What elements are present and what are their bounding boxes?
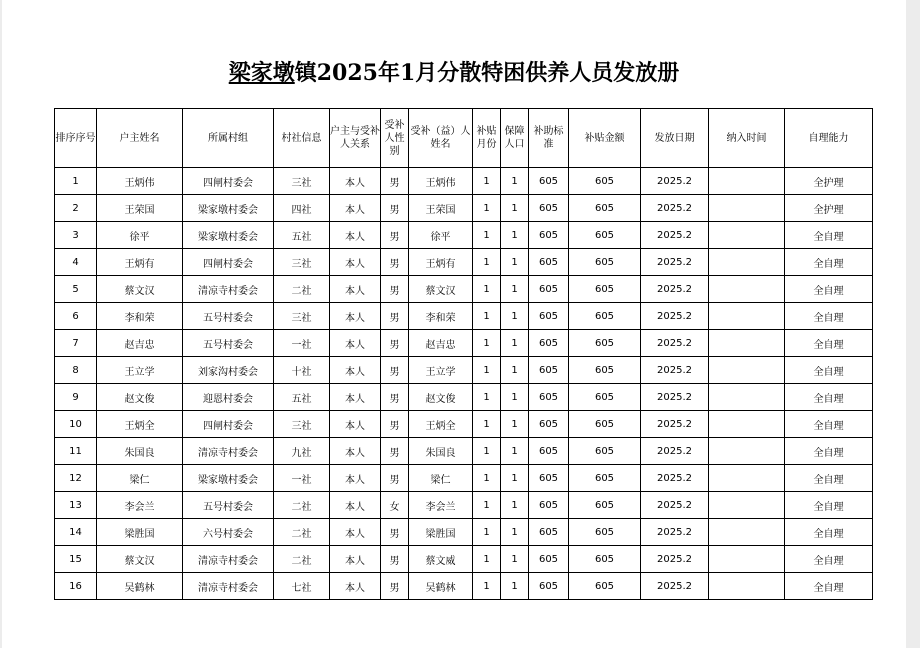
- col-header: 补助标准: [529, 109, 569, 168]
- relationship-cell: 本人: [330, 330, 381, 357]
- community-info-cell: 一社: [274, 465, 330, 492]
- subsidy-amount-cell: 605: [569, 573, 641, 600]
- table-row: [55, 357, 873, 384]
- relationship-cell: 本人: [330, 519, 381, 546]
- subsidy-amount-cell: 605: [569, 438, 641, 465]
- community-info-cell: 三社: [274, 249, 330, 276]
- recipient-name-cell: 蔡文威: [409, 546, 473, 573]
- village-group-cell: 梁家墩村委会: [183, 465, 274, 492]
- household-head-name-cell: 梁胜国: [97, 519, 183, 546]
- row-number-cell: 16: [55, 573, 97, 600]
- community-info-cell: 二社: [274, 276, 330, 303]
- self-care-ability-cell: 全自理: [785, 411, 873, 438]
- recipient-name-cell: 吴鹤林: [409, 573, 473, 600]
- self-care-ability-cell: 全自理: [785, 357, 873, 384]
- row-number-cell: 3: [55, 222, 97, 249]
- household-head-name-cell: 王立学: [97, 357, 183, 384]
- recipient-gender-cell: 男: [381, 384, 409, 411]
- community-info-cell: 七社: [274, 573, 330, 600]
- community-info-cell: 二社: [274, 492, 330, 519]
- covered-population-cell: 1: [501, 195, 529, 222]
- household-head-name-cell: 蔡文汉: [97, 546, 183, 573]
- covered-population-cell: 1: [501, 546, 529, 573]
- inclusion-time-cell: [709, 222, 785, 249]
- subsidy-standard-cell: 605: [529, 438, 569, 465]
- inclusion-time-cell: [709, 384, 785, 411]
- village-group-cell: 四闸村委会: [183, 249, 274, 276]
- self-care-ability-cell: 全自理: [785, 438, 873, 465]
- recipient-gender-cell: 男: [381, 168, 409, 195]
- community-info-cell: 二社: [274, 546, 330, 573]
- recipient-gender-cell: 男: [381, 303, 409, 330]
- recipient-gender-cell: 男: [381, 411, 409, 438]
- table-row: [55, 465, 873, 492]
- self-care-ability-cell: 全自理: [785, 222, 873, 249]
- table-row: [55, 492, 873, 519]
- row-number-cell: 12: [55, 465, 97, 492]
- recipient-name-cell: 王炳伟: [409, 168, 473, 195]
- title-town: 梁家墩: [228, 60, 295, 86]
- subsidy-standard-cell: 605: [529, 384, 569, 411]
- subsidy-months-cell: 1: [473, 465, 501, 492]
- village-group-cell: 清凉寺村委会: [183, 276, 274, 303]
- table-row: [55, 249, 873, 276]
- subsidy-amount-cell: 605: [569, 303, 641, 330]
- village-group-cell: 四闸村委会: [183, 411, 274, 438]
- subsidy-standard-cell: 605: [529, 330, 569, 357]
- recipient-gender-cell: 女: [381, 492, 409, 519]
- household-head-name-cell: 赵吉忠: [97, 330, 183, 357]
- subsidy-months-cell: 1: [473, 249, 501, 276]
- household-head-name-cell: 赵文俊: [97, 384, 183, 411]
- issue-date-cell: 2025.2: [641, 465, 709, 492]
- row-number-cell: 14: [55, 519, 97, 546]
- recipient-name-cell: 赵文俊: [409, 384, 473, 411]
- table-row: [55, 276, 873, 303]
- col-header: 保障人口: [501, 109, 529, 168]
- recipient-name-cell: 徐平: [409, 222, 473, 249]
- row-number-cell: 10: [55, 411, 97, 438]
- self-care-ability-cell: 全自理: [785, 519, 873, 546]
- col-header: 村社信息: [274, 109, 330, 168]
- issue-date-cell: 2025.2: [641, 492, 709, 519]
- inclusion-time-cell: [709, 411, 785, 438]
- recipient-name-cell: 赵吉忠: [409, 330, 473, 357]
- village-group-cell: 刘家沟村委会: [183, 357, 274, 384]
- issue-date-cell: 2025.2: [641, 249, 709, 276]
- covered-population-cell: 1: [501, 330, 529, 357]
- row-number-cell: 11: [55, 438, 97, 465]
- village-group-cell: 梁家墩村委会: [183, 222, 274, 249]
- subsidy-standard-cell: 605: [529, 546, 569, 573]
- table-row: [55, 330, 873, 357]
- subsidy-months-cell: 1: [473, 168, 501, 195]
- recipient-gender-cell: 男: [381, 276, 409, 303]
- recipient-name-cell: 王立学: [409, 357, 473, 384]
- subsidy-standard-cell: 605: [529, 465, 569, 492]
- relationship-cell: 本人: [330, 168, 381, 195]
- col-header: 补贴金额: [569, 109, 641, 168]
- row-number-cell: 2: [55, 195, 97, 222]
- relationship-cell: 本人: [330, 465, 381, 492]
- subsidy-standard-cell: 605: [529, 168, 569, 195]
- inclusion-time-cell: [709, 573, 785, 600]
- subsidy-amount-cell: 605: [569, 546, 641, 573]
- col-header: 户主与受补人关系: [330, 109, 381, 168]
- relationship-cell: 本人: [330, 384, 381, 411]
- row-number-cell: 9: [55, 384, 97, 411]
- relationship-cell: 本人: [330, 303, 381, 330]
- col-header: 自理能力: [785, 109, 873, 168]
- community-info-cell: 三社: [274, 303, 330, 330]
- village-group-cell: 迎恩村委会: [183, 384, 274, 411]
- subsidy-amount-cell: 605: [569, 222, 641, 249]
- covered-population-cell: 1: [501, 276, 529, 303]
- self-care-ability-cell: 全自理: [785, 276, 873, 303]
- recipient-gender-cell: 男: [381, 330, 409, 357]
- household-head-name-cell: 王炳伟: [97, 168, 183, 195]
- subsidy-standard-cell: 605: [529, 249, 569, 276]
- relationship-cell: 本人: [330, 492, 381, 519]
- issue-date-cell: 2025.2: [641, 438, 709, 465]
- subsidy-amount-cell: 605: [569, 168, 641, 195]
- table-body: [55, 168, 873, 600]
- recipient-gender-cell: 男: [381, 546, 409, 573]
- recipient-gender-cell: 男: [381, 249, 409, 276]
- household-head-name-cell: 王炳有: [97, 249, 183, 276]
- page-title: [2, 56, 906, 87]
- covered-population-cell: 1: [501, 357, 529, 384]
- village-group-cell: 四闸村委会: [183, 168, 274, 195]
- community-info-cell: 三社: [274, 411, 330, 438]
- community-info-cell: 二社: [274, 519, 330, 546]
- recipient-name-cell: 蔡文汉: [409, 276, 473, 303]
- self-care-ability-cell: 全自理: [785, 384, 873, 411]
- recipient-name-cell: 王荣国: [409, 195, 473, 222]
- self-care-ability-cell: 全自理: [785, 249, 873, 276]
- subsidy-standard-cell: 605: [529, 222, 569, 249]
- table-row: [55, 195, 873, 222]
- table-row: [55, 303, 873, 330]
- village-group-cell: 清凉寺村委会: [183, 438, 274, 465]
- document-page: [2, 0, 906, 648]
- covered-population-cell: 1: [501, 438, 529, 465]
- recipient-name-cell: 梁仁: [409, 465, 473, 492]
- recipient-gender-cell: 男: [381, 222, 409, 249]
- issue-date-cell: 2025.2: [641, 330, 709, 357]
- relationship-cell: 本人: [330, 411, 381, 438]
- subsidy-amount-cell: 605: [569, 249, 641, 276]
- self-care-ability-cell: 全自理: [785, 330, 873, 357]
- subsidy-standard-cell: 605: [529, 573, 569, 600]
- village-group-cell: 五号村委会: [183, 492, 274, 519]
- household-head-name-cell: 梁仁: [97, 465, 183, 492]
- subsidy-months-cell: 1: [473, 411, 501, 438]
- relationship-cell: 本人: [330, 249, 381, 276]
- recipient-gender-cell: 男: [381, 195, 409, 222]
- subsidy-standard-cell: 605: [529, 303, 569, 330]
- title-text: 镇2025年1月分散特困供养人员发放册: [294, 60, 680, 86]
- row-number-cell: 5: [55, 276, 97, 303]
- recipient-gender-cell: 男: [381, 438, 409, 465]
- inclusion-time-cell: [709, 519, 785, 546]
- recipient-gender-cell: 男: [381, 357, 409, 384]
- inclusion-time-cell: [709, 303, 785, 330]
- self-care-ability-cell: 全自理: [785, 465, 873, 492]
- subsidy-amount-cell: 605: [569, 384, 641, 411]
- recipient-name-cell: 李会兰: [409, 492, 473, 519]
- household-head-name-cell: 蔡文汉: [97, 276, 183, 303]
- row-number-cell: 7: [55, 330, 97, 357]
- household-head-name-cell: 吴鹤林: [97, 573, 183, 600]
- relationship-cell: 本人: [330, 222, 381, 249]
- subsidy-amount-cell: 605: [569, 357, 641, 384]
- covered-population-cell: 1: [501, 222, 529, 249]
- self-care-ability-cell: 全自理: [785, 546, 873, 573]
- household-head-name-cell: 李会兰: [97, 492, 183, 519]
- inclusion-time-cell: [709, 276, 785, 303]
- col-header: 补贴月份: [473, 109, 501, 168]
- village-group-cell: 清凉寺村委会: [183, 573, 274, 600]
- subsidy-months-cell: 1: [473, 492, 501, 519]
- relationship-cell: 本人: [330, 438, 381, 465]
- subsidy-months-cell: 1: [473, 357, 501, 384]
- col-header: 所属村组: [183, 109, 274, 168]
- subsidy-standard-cell: 605: [529, 492, 569, 519]
- relationship-cell: 本人: [330, 195, 381, 222]
- col-header: 受补（益）人姓名: [409, 109, 473, 168]
- recipient-gender-cell: 男: [381, 573, 409, 600]
- self-care-ability-cell: 全自理: [785, 303, 873, 330]
- issue-date-cell: 2025.2: [641, 573, 709, 600]
- subsidy-standard-cell: 605: [529, 519, 569, 546]
- inclusion-time-cell: [709, 546, 785, 573]
- inclusion-time-cell: [709, 357, 785, 384]
- col-header: 户主姓名: [97, 109, 183, 168]
- issue-date-cell: 2025.2: [641, 546, 709, 573]
- recipient-gender-cell: 男: [381, 519, 409, 546]
- subsidy-amount-cell: 605: [569, 330, 641, 357]
- table-row: [55, 438, 873, 465]
- distribution-table: [54, 108, 873, 600]
- covered-population-cell: 1: [501, 168, 529, 195]
- community-info-cell: 三社: [274, 168, 330, 195]
- subsidy-months-cell: 1: [473, 438, 501, 465]
- recipient-name-cell: 王炳全: [409, 411, 473, 438]
- subsidy-months-cell: 1: [473, 303, 501, 330]
- self-care-ability-cell: 全护理: [785, 168, 873, 195]
- subsidy-standard-cell: 605: [529, 195, 569, 222]
- subsidy-amount-cell: 605: [569, 492, 641, 519]
- col-header: 受补人性别: [381, 109, 409, 168]
- community-info-cell: 四社: [274, 195, 330, 222]
- recipient-name-cell: 王炳有: [409, 249, 473, 276]
- col-header: 发放日期: [641, 109, 709, 168]
- subsidy-amount-cell: 605: [569, 519, 641, 546]
- recipient-name-cell: 李和荣: [409, 303, 473, 330]
- inclusion-time-cell: [709, 249, 785, 276]
- inclusion-time-cell: [709, 492, 785, 519]
- self-care-ability-cell: 全护理: [785, 195, 873, 222]
- row-number-cell: 13: [55, 492, 97, 519]
- household-head-name-cell: 王荣国: [97, 195, 183, 222]
- subsidy-months-cell: 1: [473, 573, 501, 600]
- table-row: [55, 411, 873, 438]
- issue-date-cell: 2025.2: [641, 384, 709, 411]
- subsidy-months-cell: 1: [473, 330, 501, 357]
- row-number-cell: 8: [55, 357, 97, 384]
- relationship-cell: 本人: [330, 357, 381, 384]
- table-row: [55, 222, 873, 249]
- inclusion-time-cell: [709, 195, 785, 222]
- covered-population-cell: 1: [501, 303, 529, 330]
- covered-population-cell: 1: [501, 519, 529, 546]
- table-row: [55, 546, 873, 573]
- subsidy-amount-cell: 605: [569, 411, 641, 438]
- self-care-ability-cell: 全自理: [785, 492, 873, 519]
- issue-date-cell: 2025.2: [641, 357, 709, 384]
- covered-population-cell: 1: [501, 384, 529, 411]
- inclusion-time-cell: [709, 330, 785, 357]
- village-group-cell: 六号村委会: [183, 519, 274, 546]
- covered-population-cell: 1: [501, 411, 529, 438]
- inclusion-time-cell: [709, 438, 785, 465]
- subsidy-months-cell: 1: [473, 384, 501, 411]
- covered-population-cell: 1: [501, 573, 529, 600]
- table-row: [55, 168, 873, 195]
- covered-population-cell: 1: [501, 492, 529, 519]
- recipient-gender-cell: 男: [381, 465, 409, 492]
- relationship-cell: 本人: [330, 546, 381, 573]
- subsidy-months-cell: 1: [473, 276, 501, 303]
- row-number-cell: 4: [55, 249, 97, 276]
- relationship-cell: 本人: [330, 276, 381, 303]
- issue-date-cell: 2025.2: [641, 195, 709, 222]
- issue-date-cell: 2025.2: [641, 303, 709, 330]
- household-head-name-cell: 朱国良: [97, 438, 183, 465]
- subsidy-standard-cell: 605: [529, 357, 569, 384]
- relationship-cell: 本人: [330, 573, 381, 600]
- subsidy-amount-cell: 605: [569, 465, 641, 492]
- subsidy-amount-cell: 605: [569, 195, 641, 222]
- table-row: [55, 384, 873, 411]
- subsidy-standard-cell: 605: [529, 276, 569, 303]
- subsidy-months-cell: 1: [473, 222, 501, 249]
- issue-date-cell: 2025.2: [641, 168, 709, 195]
- inclusion-time-cell: [709, 168, 785, 195]
- issue-date-cell: 2025.2: [641, 411, 709, 438]
- household-head-name-cell: 徐平: [97, 222, 183, 249]
- table-row: [55, 519, 873, 546]
- issue-date-cell: 2025.2: [641, 519, 709, 546]
- col-header: 纳入时间: [709, 109, 785, 168]
- covered-population-cell: 1: [501, 249, 529, 276]
- community-info-cell: 一社: [274, 330, 330, 357]
- village-group-cell: 五号村委会: [183, 330, 274, 357]
- covered-population-cell: 1: [501, 465, 529, 492]
- village-group-cell: 清凉寺村委会: [183, 546, 274, 573]
- recipient-name-cell: 梁胜国: [409, 519, 473, 546]
- community-info-cell: 十社: [274, 357, 330, 384]
- community-info-cell: 五社: [274, 384, 330, 411]
- subsidy-months-cell: 1: [473, 195, 501, 222]
- issue-date-cell: 2025.2: [641, 222, 709, 249]
- inclusion-time-cell: [709, 465, 785, 492]
- household-head-name-cell: 李和荣: [97, 303, 183, 330]
- subsidy-standard-cell: 605: [529, 411, 569, 438]
- table-row: [55, 573, 873, 600]
- subsidy-months-cell: 1: [473, 546, 501, 573]
- community-info-cell: 五社: [274, 222, 330, 249]
- subsidy-months-cell: 1: [473, 519, 501, 546]
- row-number-cell: 6: [55, 303, 97, 330]
- village-group-cell: 五号村委会: [183, 303, 274, 330]
- row-number-cell: 15: [55, 546, 97, 573]
- row-number-cell: 1: [55, 168, 97, 195]
- subsidy-amount-cell: 605: [569, 276, 641, 303]
- issue-date-cell: 2025.2: [641, 276, 709, 303]
- village-group-cell: 梁家墩村委会: [183, 195, 274, 222]
- community-info-cell: 九社: [274, 438, 330, 465]
- table-header-row: [55, 109, 873, 168]
- recipient-name-cell: 朱国良: [409, 438, 473, 465]
- col-header: 排序序号: [55, 109, 97, 168]
- household-head-name-cell: 王炳全: [97, 411, 183, 438]
- self-care-ability-cell: 全自理: [785, 573, 873, 600]
